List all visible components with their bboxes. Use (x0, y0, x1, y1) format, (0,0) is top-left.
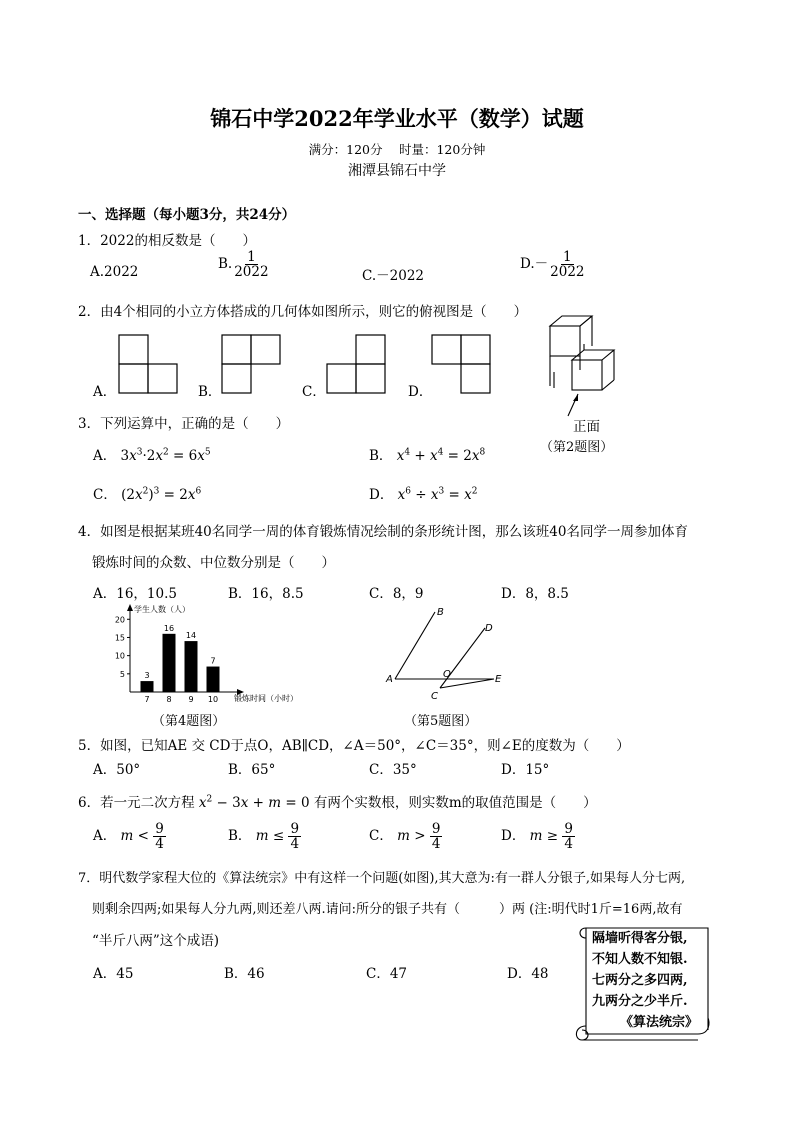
q6-option-a: A． m < $\frac{9}{4}$ (93, 821, 164, 853)
q1-option-c: C.－2022 (362, 268, 424, 284)
point-b: B (437, 607, 444, 618)
q4-stem-line1: 4．如图是根据某班40名同学一周的体育锻炼情况绘制的条形统计图，那么该班40名同学一周参加体育 (78, 524, 688, 540)
q2-c-square (356, 335, 385, 364)
y-tick-label: 5 (119, 669, 125, 679)
q2-option-d: D． (408, 384, 433, 400)
q7-option-c: C．47 (366, 966, 408, 982)
q2-b-square (251, 335, 280, 364)
y-tick-label: 10 (114, 651, 125, 661)
q2-a-square (119, 364, 148, 393)
bar (163, 634, 176, 692)
page-title: 锦石中学2022年学业水平（数学）试题 (210, 106, 584, 131)
q2-c-square (356, 364, 385, 393)
q4-caption: （第4题图） (152, 714, 226, 729)
poem-line: 九两分之少半斤. (592, 994, 688, 1009)
x-tick-label: 10 (207, 695, 219, 704)
y-tick-label: 20 (114, 615, 125, 625)
q2-front-label: 正面 (573, 419, 600, 435)
q5-option-a: A．50° (93, 762, 141, 778)
segment-ce (440, 679, 494, 688)
q4-option-a: A．16，10.5 (93, 586, 177, 602)
q4-stem-line2: 锻炼时间的众数、中位数分别是（ ） (92, 555, 335, 571)
q2-caption: （第2题图） (540, 440, 614, 455)
q4-option-c: C．8，9 (369, 586, 424, 602)
section-title: 一、选择题（每小题3分，共24分） (78, 207, 296, 223)
x-tick-label: 9 (188, 695, 194, 704)
point-a: A (386, 674, 393, 685)
q2-option-b: B． (198, 384, 222, 400)
q5-option-c: C．35° (369, 762, 417, 778)
q7-option-b: B．46 (224, 966, 265, 982)
q2-a-square (148, 364, 177, 393)
q2-c-square (327, 364, 356, 393)
school-name: 湘潭县锦石中学 (348, 163, 446, 179)
poem-line: 隔墙听得客分银, (592, 931, 688, 946)
poem-line: 七两分之多四两, (592, 973, 688, 988)
q7-poem (592, 928, 698, 1033)
q2-cube-figure (540, 308, 640, 428)
x-tick-label: 7 (144, 695, 150, 704)
point-c: C (431, 691, 438, 702)
y-tick-label: 15 (114, 633, 125, 643)
q5-option-d: D．15° (501, 762, 550, 778)
q2-option-c: C． (302, 384, 326, 400)
q2-b-square (222, 335, 251, 364)
q3-option-d: D． $x^6 \div x^3 = x^2$ (369, 486, 478, 503)
q2-b-square (222, 364, 251, 393)
q5-stem: 5．如图，已知AE 交 CD于点O，AB∥CD，∠A＝50°，∠C＝35°，则∠E的度数为（ ） (78, 738, 630, 754)
q2-stem: 2．由4个相同的小立方体搭成的几何体如图所示，则它的俯视图是（ ） (78, 304, 528, 320)
q6-stem: 6．若一元二次方程 $x^2 - 3x + m = 0$ 有两个实数根，则实数m的取值范围是（ ） (78, 794, 597, 811)
q6-option-d: D． m ≥ $\frac{9}{4}$ (501, 821, 573, 853)
bar-value-label: 7 (210, 656, 216, 666)
q5-caption: （第5题图） (404, 714, 478, 729)
q6-option-b: B． m ≤ $\frac{9}{4}$ (228, 821, 300, 853)
point-d: D (485, 623, 493, 634)
q5-geometry-figure (380, 602, 510, 707)
bar-value-label: 16 (163, 623, 175, 633)
q1-option-a: A.2022 (90, 264, 139, 280)
q7-line2: 则剩余四两;如果每人分九两,则还差八两.请问:所分的银子共有（ ）两 (注:明代时1斤=16两,故有 (92, 902, 683, 917)
q5-option-b: B．65° (228, 762, 276, 778)
q7-option-d: D．48 (507, 966, 549, 982)
q2-top-view-options (0, 0, 794, 420)
q4-bar-chart (100, 600, 320, 710)
point-o: O (443, 669, 451, 680)
q2-d-square (461, 335, 490, 364)
q3-option-b: B． $x^4 + x^4 = 2x^8$ (369, 447, 486, 464)
chart-xlabel: 锻炼时间（小时） (234, 694, 298, 703)
bar (141, 681, 154, 692)
q4-option-b: B．16，8.5 (228, 586, 304, 602)
q7-line3: “半斤八两”这个成语) (92, 933, 220, 949)
q2-option-a: A． (93, 384, 117, 400)
bar (185, 641, 198, 692)
poem-source: 《算法统宗》 (620, 1015, 699, 1030)
bar-value-label: 3 (144, 671, 150, 681)
exam-meta: 满分：120分 时量：120分钟 (308, 142, 486, 157)
bar-value-label: 14 (185, 631, 197, 641)
q3-option-c: C． $(2x^2)^3 = 2x^6$ (93, 486, 202, 503)
bar (207, 667, 220, 692)
q1-option-b: B. $\frac{1}{2022}$ (218, 249, 269, 281)
chart-ylabel: 学生人数（人） (134, 605, 190, 614)
q6-option-c: C． m > $\frac{9}{4}$ (369, 821, 441, 853)
point-e: E (495, 674, 502, 685)
q4-option-d: D．8，8.5 (501, 586, 569, 602)
q3-option-a: A． $3x^3\cdot 2x^2 = 6x^5$ (93, 447, 211, 464)
q7-line1: 7．明代数学家程大位的《算法统宗》中有这样一个问题(如图),其大意为:有一群人分银子,如果每人分七两, (78, 871, 686, 886)
x-tick-label: 8 (166, 695, 172, 704)
q2-d-square (461, 364, 490, 393)
q2-a-square (119, 335, 148, 364)
q7-option-a: A．45 (93, 966, 134, 982)
segment-ab (395, 612, 435, 679)
q3-stem: 3．下列运算中，正确的是（ ） (78, 416, 290, 432)
poem-line: 不知人数不知银. (592, 952, 688, 967)
q1-option-d: D.－ $\frac{1}{2022}$ (520, 249, 585, 281)
q2-d-square (432, 335, 461, 364)
q1-stem: 1．2022的相反数是（ ） (78, 233, 256, 249)
